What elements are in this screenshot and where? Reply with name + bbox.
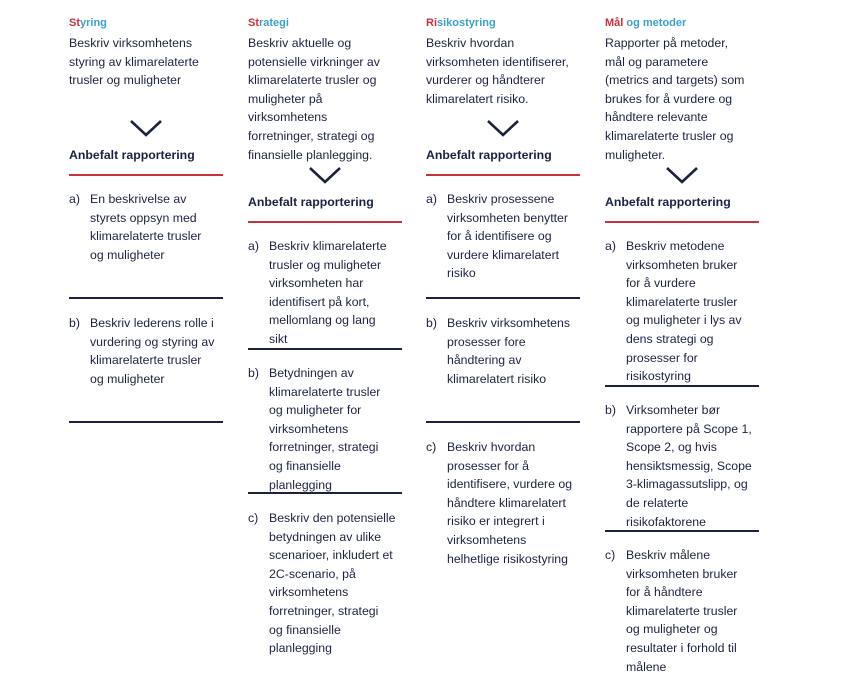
- list-item: a) Beskriv prosessene virksomheten benytter for å identifisere og vurdere klimarelatert risiko: [426, 192, 568, 281]
- list-item: b) Betydningen av klimarelaterte trusler og muligheter for virksomhetens forretninger, strategi og finansielle planlegging: [248, 366, 381, 492]
- column-intro: Beskriv virksomhetens styring av klimarelaterte trusler og muligheter: [69, 36, 199, 88]
- divider: [69, 421, 223, 423]
- column-heading: Risikostyring: [426, 17, 496, 29]
- recommended-heading: Anbefalt rapportering: [248, 195, 374, 209]
- list-item: a) En beskrivelse av styrets oppsyn med klimarelaterte trusler og muligheter: [69, 192, 202, 262]
- list-item: c) Beskriv den potensielle betydningen av ulike scenarioer, inkludert et 2C-scenario, på virksomhetens forretninger, strategi og finansielle planlegging: [248, 511, 396, 656]
- red-divider: [605, 221, 759, 223]
- recommended-heading: Anbefalt rapportering: [605, 195, 731, 209]
- divider: [605, 385, 759, 387]
- chevron-down-icon: [308, 165, 342, 185]
- divider: [605, 530, 759, 532]
- list-item: a) Beskriv metodene virksomheten bruker for å vurdere klimarelaterte trusler og muligheter i lys av dens strategi og prosesser for risikostyring: [605, 239, 742, 384]
- list-item: c) Beskriv hvordan prosesser for å identifisere, vurdere og håndtere klimarelatert risiko er integrert i virksomhetens helhetlige risikostyring: [426, 440, 573, 566]
- column-intro: Beskriv hvordan virksomheten identifiserer, vurderer og håndterer klimarelatert risiko.: [426, 36, 569, 106]
- divider: [426, 421, 580, 423]
- list-item: a) Beskriv klimarelaterte trusler og muligheter virksomheten har identifisert på kort, mellomlang og lang sikt: [248, 239, 387, 346]
- recommended-heading: Anbefalt rapportering: [69, 148, 195, 162]
- column-intro: Beskriv aktuelle og potensielle virkninger av klimarelaterte trusler og muligheter på virksomhetens forretninger, strategi og finansielle planlegging.: [248, 36, 380, 162]
- red-divider: [248, 221, 402, 223]
- column-heading: Strategi: [248, 17, 289, 29]
- chevron-down-icon: [129, 118, 163, 138]
- divider: [248, 348, 402, 350]
- divider: [248, 492, 402, 494]
- red-divider: [426, 174, 580, 176]
- column-intro: Rapporter på metoder, mål og parametere (metrics and targets) som brukes for å vurdere og håndtere relevante klimarelaterte trusler og muligheter.: [605, 36, 745, 162]
- chevron-down-icon: [665, 165, 699, 185]
- divider: [69, 297, 223, 299]
- recommended-heading: Anbefalt rapportering: [426, 148, 552, 162]
- list-item: b) Beskriv lederens rolle i vurdering og styring av klimarelaterte trusler og muligheter: [69, 316, 215, 386]
- list-item: b) Beskriv virksomhetens prosesser fore håndtering av klimarelatert risiko: [426, 316, 571, 386]
- chevron-down-icon: [486, 118, 520, 138]
- column-heading: Mål og metoder: [605, 17, 687, 29]
- divider: [426, 297, 580, 299]
- red-divider: [69, 174, 223, 176]
- column-heading: Styring: [69, 17, 107, 29]
- list-item: b) Virksomheter bør rapportere på Scope 1, Scope 2, og hvis hensiktsmessig, Scope 3-klimagassutslipp, og de relaterte risikofaktorene: [605, 403, 752, 529]
- list-item: c) Beskriv målene virksomheten bruker for å håndtere klimarelaterte trusler og muligheter og resultater i forhold til målene: [605, 548, 738, 674]
